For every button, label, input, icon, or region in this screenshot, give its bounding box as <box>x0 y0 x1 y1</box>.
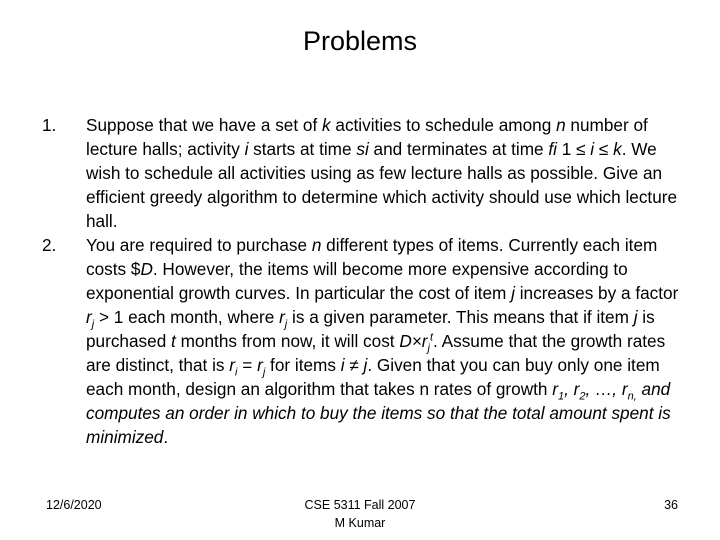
text-run: t <box>171 331 176 351</box>
subscript-run: j <box>262 366 266 379</box>
text-run: i <box>244 139 249 159</box>
problem-text <box>86 115 677 231</box>
text-run: = <box>237 355 258 375</box>
text-run: months from now, it will cost <box>175 331 400 351</box>
text-run: . Assume that the growth rates are distinct, that is <box>86 331 666 375</box>
problem-item-1 <box>42 113 682 233</box>
text-run: . Given that you can buy only one item each month, design an algorithm that takes n rates of growth <box>86 355 660 399</box>
text-run: r <box>257 355 263 375</box>
footer-course <box>260 496 460 532</box>
text-run: k <box>322 115 331 135</box>
superscript-run: t <box>429 331 434 344</box>
text-run: D <box>140 259 153 279</box>
text-run: > 1 each month, where <box>94 307 280 327</box>
text-run: r <box>621 379 628 399</box>
text-run: si <box>356 139 369 159</box>
footer-author: M Kumar <box>334 516 386 530</box>
text-run: n <box>311 235 322 255</box>
text-run: r <box>86 307 92 327</box>
footer-course-title: CSE 5311 Fall 2007 <box>304 498 416 512</box>
subscript-run: 1 <box>557 390 565 403</box>
text-run: ≤ <box>594 139 614 159</box>
text-run: activities to schedule among <box>330 115 557 135</box>
text-run: increases by a factor <box>514 283 679 303</box>
slide-title: Problems <box>302 26 418 56</box>
text-run: is a given parameter. This means that if item <box>287 307 634 327</box>
text-run: r <box>552 379 558 399</box>
text-run: is purchased <box>86 307 655 351</box>
text-run: r <box>573 379 580 399</box>
text-run: j <box>511 283 515 303</box>
subscript-run: 2 <box>579 390 586 403</box>
text-run: j <box>633 307 638 327</box>
subscript-run: j <box>284 318 288 331</box>
text-run: . <box>163 427 169 447</box>
footer-date: 12/6/2020 <box>46 498 102 512</box>
text-run: i ≠ j <box>340 355 368 375</box>
text-run: and computes an order in which to buy the items so that the total amount spent is minimized <box>86 379 671 447</box>
text-run: Suppose that we have a set of <box>86 115 323 135</box>
text-run: for items <box>265 355 341 375</box>
text-run: different types of items. Currently each item costs $ <box>86 235 658 279</box>
text-run: , …, <box>585 379 622 399</box>
text-run: and terminates at time <box>368 139 549 159</box>
problem-number: 2. <box>42 235 57 255</box>
text-run: r <box>279 307 285 327</box>
text-run: k <box>613 139 622 159</box>
text-run: 1 ≤ <box>556 139 591 159</box>
subscript-run: n, <box>627 390 637 403</box>
problem-text <box>86 235 678 447</box>
problem-number: 1. <box>42 115 57 135</box>
text-run: n <box>556 115 566 135</box>
text-run: number of lecture halls; activity <box>86 115 648 159</box>
text-run: fi <box>548 139 557 159</box>
text-run: . We wish to schedule all activities using as few lecture halls as possible. Give an efficient greedy algorithm to determine which activity should use which lecture hall. <box>86 139 678 231</box>
problem-list <box>42 113 682 449</box>
text-run: i <box>590 139 595 159</box>
text-run: D×r <box>399 331 428 351</box>
text-run: r <box>229 355 236 375</box>
subscript-run: j <box>427 342 430 355</box>
subscript-run: j <box>91 318 95 331</box>
text-run: , <box>564 379 574 399</box>
page-number: 36 <box>664 498 678 512</box>
problem-item-2 <box>42 233 682 449</box>
subscript-run: i <box>235 366 238 379</box>
text-run: . However, the items will become more expensive according to exponential growth curves. In particular the cost of item <box>86 259 628 303</box>
text-run: starts at time <box>248 139 357 159</box>
text-run: You are required to purchase <box>86 235 312 255</box>
